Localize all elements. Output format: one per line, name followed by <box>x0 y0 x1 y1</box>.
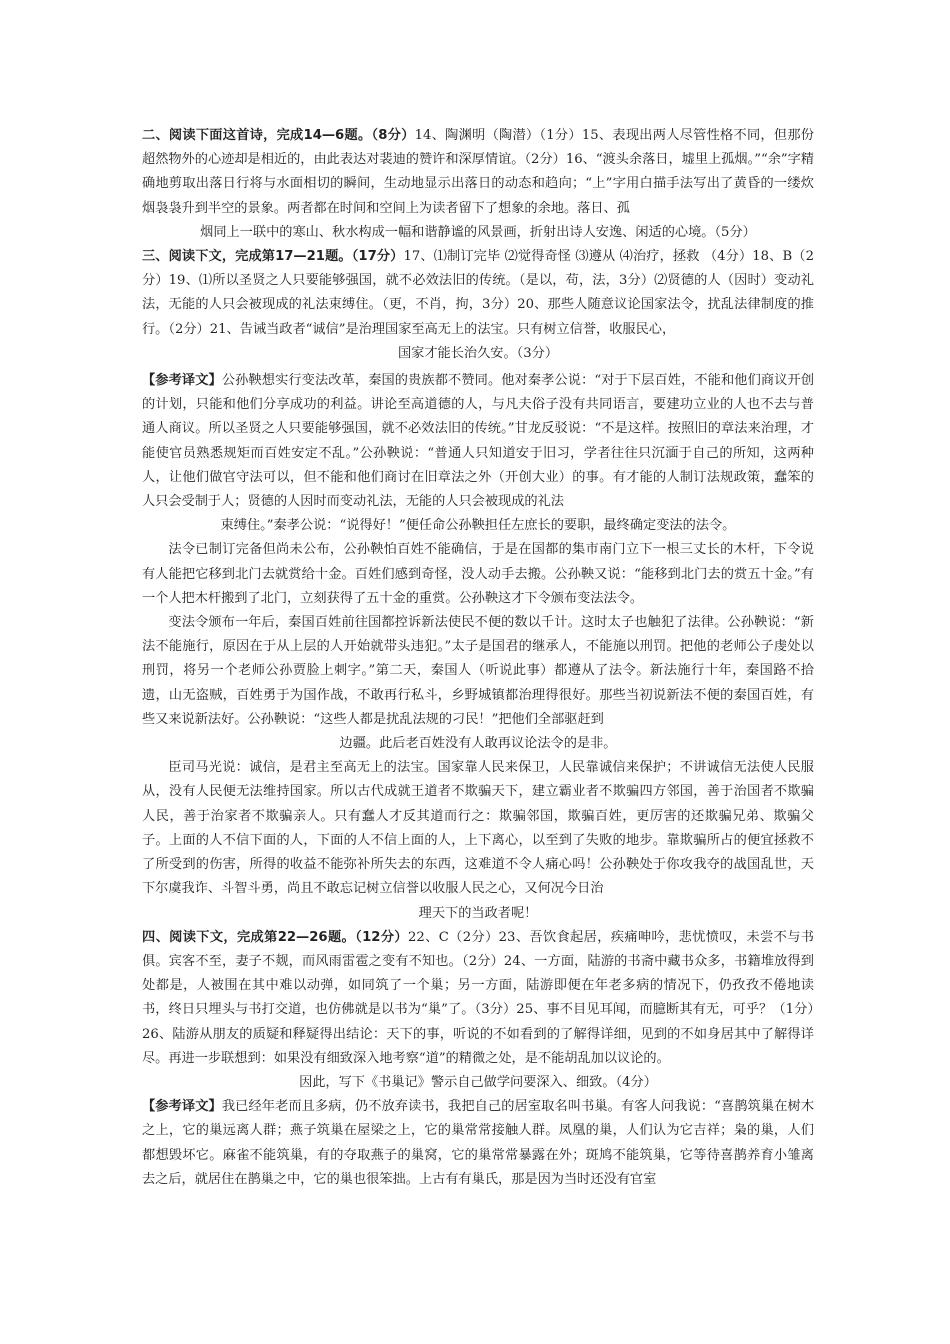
translation-1-paragraph-2: 法令已制订完备但尚未公布，公孙鞅怕百姓不能确信，于是在国都的集市南门立下一根三丈长的木杆，下令说有人能把它移到北门去就赏给十金。百姓们感到奇怪，没人动手去搬。公孙鞅又说：“能移到北门去的赏五十金。”有一个人把木杆搬到了北门，立刻获得了五十金的重赏。公孙鞅这才下令颁布变法法令。 <box>142 542 814 606</box>
translation-1-label: 【参考译文】 <box>142 373 222 389</box>
document-page <box>142 124 814 1192</box>
section-2-body: 14、陶渊明（陶潜）（1分）15、表现出两人尽管性格不同，但那份超然物外的心迹却是相近的，由此表达对裴迪的赞许和深厚情谊。（2分）16、“渡头余落日，墟里上孤烟。”“余”字精确地剪取出落日行将与水面相切的瞬间，生动地显示出落日的动态和趋向；“上”字用白描手法写出了黄昏的一缕炊烟袅袅升到半空的景象。两者都在时间和空间上为读者留下了想象的余地。落日、孤 <box>142 128 814 216</box>
section-2-heading: 二、阅读下面这首诗，完成14—6题。（8分） <box>142 128 415 143</box>
translation-2-label: 【参考译文】 <box>142 1099 222 1115</box>
translation-2-paragraph-1 <box>142 1095 814 1192</box>
translation-1-p4-last: 理天下的当政者呢！ <box>418 905 538 921</box>
section-2-last-line: 烟同上一联中的寒山、秋水构成一幅和谐静谧的风景画，折射出诗人安逸、闲适的心境。（5分） <box>200 224 756 240</box>
section-3-heading: 三、阅读下文，完成第17—21题。（17分） <box>142 249 404 265</box>
translation-2-p1-text: 我已经年老而且多病，仍不放弃读书，我把自己的居室取名叫书巢。有客人问我说：“喜鹊筑巢在树木之上，它的巢远离人群；燕子筑巢在屋梁之上，它的巢常常接触人群。凤凰的巢，人们认为它吉祥；枭的巢，人们都想毁坏它。麻雀不能筑巢，有的夺取燕子的巢窝，它的巢常常暴露在外；斑鸠不能筑巢，它等待喜鹊养育小雏离去之后，就居住在鹊巢之中，它的巢也很笨拙。上古有有巢氏，那是因为当时还没有官室 <box>142 1099 815 1187</box>
translation-1-p1-text: 公孙鞅想实行变法改革，秦国的贵族都不赞同。他对秦孝公说：“对于下层百姓，不能和他们商议开创的计划，只能和他们分享成功的利益。讲论至高道德的人，与凡夫俗子没有共同语言，要建功立业的人也不去与普通人商议。所以圣贤之人只要能够强国，就不必效法旧的传统。”甘龙反驳说：“不是这样。按照旧的章法来治理，才能使官员熟悉规矩而百姓安定不乱。”公孙鞅说：“普通人只知道安于旧习，学者往往只沉湎于自己的所知，这两种人，让他们做官守法可以，但不能和他们商讨在旧章法之外（开创大业）的事。有才能的人制订法规政策，蠢笨的人只会受制于人；贤德的人因时而变动礼法，无能的人只会被现成的礼法 <box>142 373 815 510</box>
translation-1-paragraph-3: 变法令颁布一年后，秦国百姓前往国都控诉新法使民不便的数以千计。这时太子也触犯了法律。公孙鞅说：“新法不能施行，原因在于从上层的人开始就带头违犯。”太子是国君的继承人，不能施以刑罚。把他的老师公子虔处以刑罚，将另一个老师公孙贾脸上刺字。”第二天，秦国人（听说此事）都遵从了法令。新法施行十年，秦国路不拾遗，山无盗贼，百姓勇于为国作战，不敢再行私斗，乡野城镇都治理得很好。那些当初说新法不便的秦国百姓，有些又来说新法好。公孙鞅说：“这些人都是扰乱法规的刁民！”把他们全部驱赶到 <box>142 615 814 727</box>
section-3-body: 17、⑴制订完毕 ⑵觉得奇怪 ⑶遵从 ⑷治疗，拯救 （4分）18、B（2分）19、⑴所以圣贤之人只要能够强国，就不必效法旧的传统。（是以，苟，法，3分）⑵贤德的人（因时）变动礼法，无能的人只会被现成的礼法束缚住。（更，不肖，拘，3分）20、那些人随意议论国家法令，扰乱法律制度的推行。（2分）21、告诫当政者“诚信”是治理国家至高无上的法宝。只有树立信誉，收服民心， <box>142 249 814 337</box>
section-2-answers <box>142 124 814 221</box>
section-3-answers <box>142 245 814 342</box>
section-3-last-line: 国家才能长治久安。（3分） <box>397 345 559 361</box>
section-4-heading: 四、阅读下文，完成第22—26题。（12分） <box>142 929 408 945</box>
section-4-body: 22、C（2分）23、吾饮食起居，疾痛呻吟，悲忧愤叹，未尝不与书俱。宾客不至，妻子不觌，而风雨雷雹之变有不知也。（2分）24、一方面，陆游的书斋中藏书众多，书籍堆放得到处都是，人被围在其中难以动弹，如同筑了一个巢；另一方面，陆游即便在年老多病的情况下，仍孜孜不倦地读书，终日只埋头与书打交道，也仿佛就是以书为“巢”了。（3分）25、事不目见耳闻，而臆断其有无，可乎？（1分）26、陆游从朋友的质疑和释疑得出结论：天下的事，听说的不如看到的了解得详细，见到的不如身居其中了解得详尽。再进一步联想到：如果没有细致深入地考察“道”的精微之处，是不能胡乱加以议论的。 <box>142 929 814 1066</box>
translation-1-p3-last: 边疆。此后老百姓没有人敢再议论法令的是非。 <box>339 736 617 752</box>
translation-1-paragraph-4: 臣司马光说：诚信，是君主至高无上的法宝。国家靠人民来保卫，人民靠诚信来保护；不讲诚信无法使人民服从，没有人民便无法维持国家。所以古代成就王道者不欺骗天下，建立霸业者不欺骗四方邻国，善于治国者不欺骗人民，善于治家者不欺骗亲人。只有蠢人才反其道而行之：欺骗邻国，欺骗百姓，更厉害的还欺骗兄弟、欺骗父子。上面的人不信下面的人，下面的人不信上面的人，上下离心，以至到了失败的地步。靠欺骗所占的便宜拯救不了所受到的伤害，所得的收益不能弥补所失去的东西，这难道不令人痛心吗！公孙鞅处于你攻我夺的战国乱世，天下尔虞我诈、斗智斗勇，尚且不敢忘记树立信誉以收服人民之心，又何况今日治 <box>142 760 814 897</box>
section-4-last-line: 因此，写下《书巢记》警示自己做学问要深入、细致。（4分） <box>299 1074 657 1090</box>
section-4-answers <box>142 926 814 1071</box>
translation-1-p1-last: 束缚住。”秦孝公说：“说得好！”便任命公孙鞅担任左庶长的要职，最终确定变法的法令。 <box>220 518 736 534</box>
translation-1-paragraph-1 <box>142 369 814 514</box>
